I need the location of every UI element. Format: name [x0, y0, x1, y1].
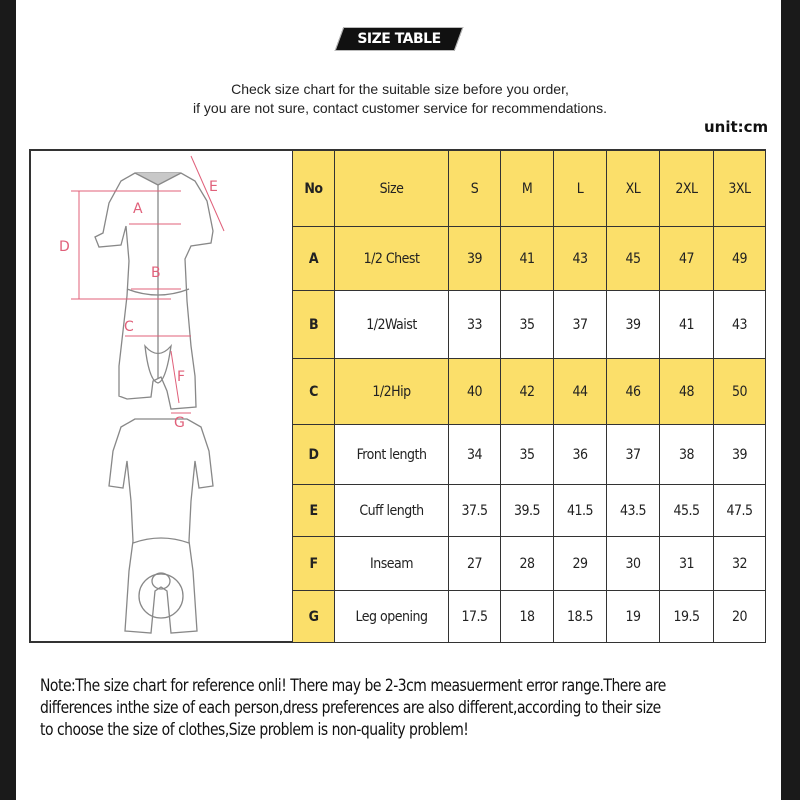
cell: 36 — [554, 425, 607, 485]
cell: 30 — [607, 537, 660, 591]
row-no: C — [293, 359, 335, 425]
table-header-row — [293, 151, 766, 227]
header-no: No — [293, 151, 335, 227]
label-b: B — [151, 265, 161, 281]
table-row — [293, 291, 766, 359]
cell: 20 — [714, 591, 766, 643]
disclaimer-note — [40, 675, 770, 741]
table-row — [293, 425, 766, 485]
cell: 44 — [554, 359, 607, 425]
cell: 28 — [501, 537, 554, 591]
cell: 45.5 — [660, 485, 714, 537]
cell: 43 — [554, 227, 607, 291]
label-c: C — [124, 319, 134, 335]
row-name: 1/2 Chest — [335, 227, 449, 291]
row-no: D — [293, 425, 335, 485]
label-f: F — [177, 369, 186, 385]
cell: 46 — [607, 359, 660, 425]
cell: 48 — [660, 359, 714, 425]
cell: 35 — [501, 425, 554, 485]
cell: 37.5 — [449, 485, 501, 537]
label-a: A — [133, 201, 143, 217]
header-size-2xl: 2XL — [660, 151, 714, 227]
header-size: Size — [335, 151, 449, 227]
header-size-xl: XL — [607, 151, 660, 227]
cell: 42 — [501, 359, 554, 425]
cell: 17.5 — [449, 591, 501, 643]
table-row — [293, 537, 766, 591]
unit-label: unit:cm — [704, 118, 769, 136]
size-table — [292, 150, 766, 643]
instruction-line-2: if you are not sure, contact customer service for recommendations. — [193, 100, 607, 116]
instruction-line-1: Check size chart for the suitable size before you order, — [231, 81, 569, 97]
cell: 47 — [660, 227, 714, 291]
cell: 39 — [449, 227, 501, 291]
row-name: Leg opening — [335, 591, 449, 643]
cell: 29 — [554, 537, 607, 591]
row-no: B — [293, 291, 335, 359]
row-name: Inseam — [335, 537, 449, 591]
garment-illustration — [31, 151, 291, 641]
row-no: A — [293, 227, 335, 291]
instructions — [0, 80, 800, 118]
cell: 47.5 — [714, 485, 766, 537]
cell: 41 — [501, 227, 554, 291]
cell: 33 — [449, 291, 501, 359]
cell: 35 — [501, 291, 554, 359]
label-d: D — [59, 239, 70, 255]
header-size-l: L — [554, 151, 607, 227]
row-name: Front length — [335, 425, 449, 485]
row-no: E — [293, 485, 335, 537]
cell: 43 — [714, 291, 766, 359]
note-line-2: differences inthe size of each person,dress preferences are also different,according to their size — [40, 698, 661, 718]
table-row — [293, 591, 766, 643]
cell: 39 — [714, 425, 766, 485]
table-row — [293, 485, 766, 537]
label-e: E — [209, 179, 218, 195]
cell: 18 — [501, 591, 554, 643]
note-line-1: Note:The size chart for reference onli! There may be 2-3cm measuerment error range.There are — [40, 676, 666, 696]
cell: 39.5 — [501, 485, 554, 537]
page-title: SIZE TABLE — [357, 31, 441, 47]
row-no: F — [293, 537, 335, 591]
header-size-m: M — [501, 151, 554, 227]
cell: 39 — [607, 291, 660, 359]
cell: 18.5 — [554, 591, 607, 643]
cell: 27 — [449, 537, 501, 591]
cell: 19.5 — [660, 591, 714, 643]
header-size-3xl: 3XL — [714, 151, 766, 227]
cell: 40 — [449, 359, 501, 425]
row-name: Cuff length — [335, 485, 449, 537]
cell: 43.5 — [607, 485, 660, 537]
cell: 37 — [554, 291, 607, 359]
cell: 50 — [714, 359, 766, 425]
cell: 41 — [660, 291, 714, 359]
row-name: 1/2Hip — [335, 359, 449, 425]
row-no: G — [293, 591, 335, 643]
cell: 32 — [714, 537, 766, 591]
cell: 19 — [607, 591, 660, 643]
label-g: G — [174, 415, 185, 431]
cell: 34 — [449, 425, 501, 485]
header-size-s: S — [449, 151, 501, 227]
row-name: 1/2Waist — [335, 291, 449, 359]
table-row — [293, 227, 766, 291]
cell: 49 — [714, 227, 766, 291]
cell: 45 — [607, 227, 660, 291]
table-row — [293, 359, 766, 425]
cell: 31 — [660, 537, 714, 591]
cell: 37 — [607, 425, 660, 485]
cell: 41.5 — [554, 485, 607, 537]
cell: 38 — [660, 425, 714, 485]
note-line-3: to choose the size of clothes,Size problem is non-quality problem! — [40, 720, 469, 740]
